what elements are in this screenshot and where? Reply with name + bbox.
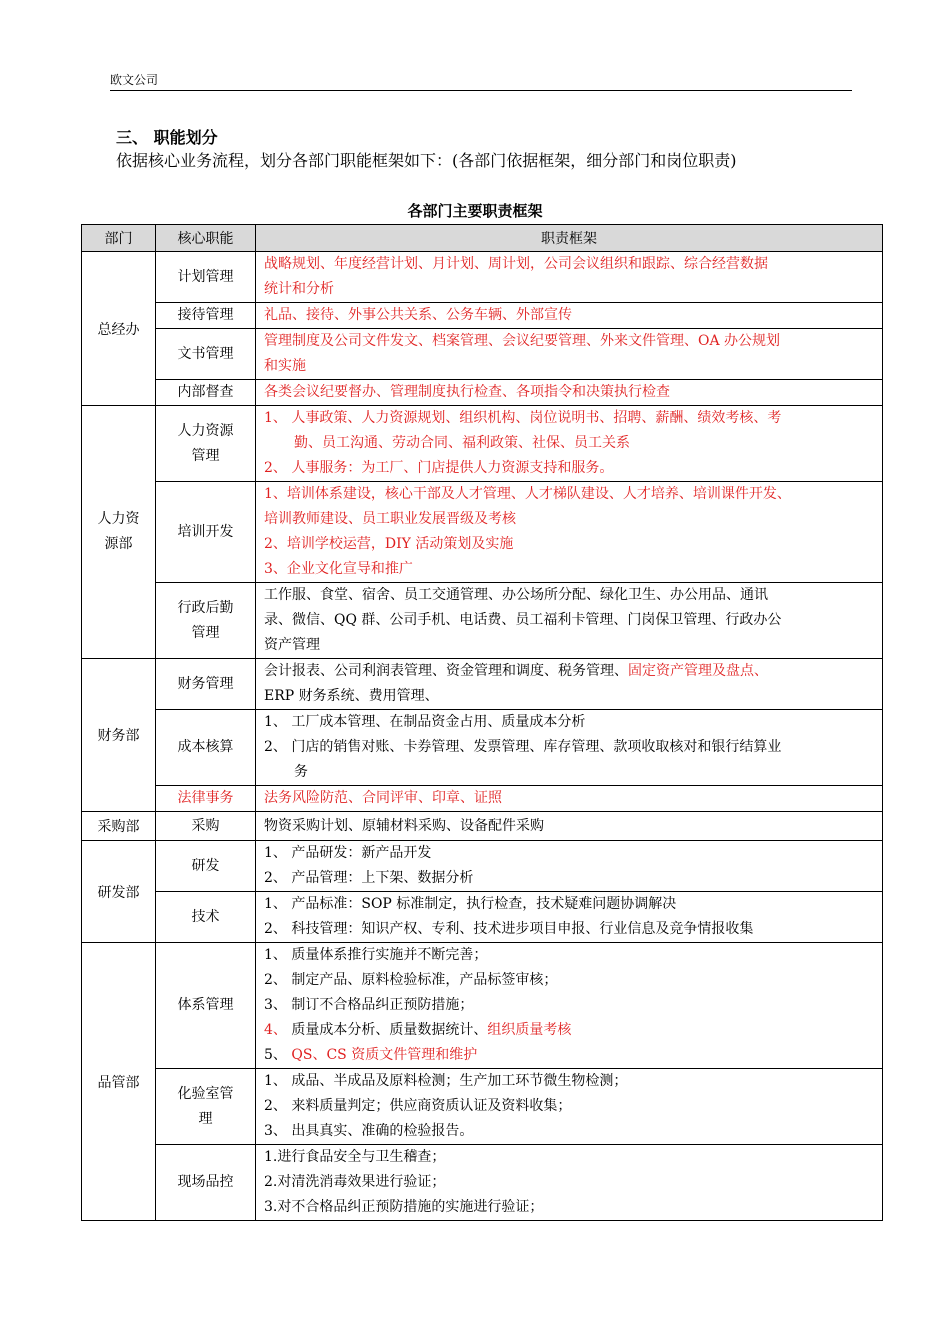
func-cell [156,1069,256,1145]
resp-cell [256,329,883,380]
resp-cell [256,252,883,303]
resp-cell [256,482,883,583]
resp-text-red: QS、CS 资质文件管理和维护 [286,1047,478,1063]
header-func: 核心职能 [156,225,256,252]
table-row [82,892,883,943]
resp-line: 培训教师建设、员工职业发展晋级及考核 [264,511,516,527]
func-cell: 体系管理 [156,943,256,1069]
resp-line: 统计和分析 [264,281,334,297]
resp-cell [256,380,883,406]
resp-line [264,659,882,684]
func-cell: 接待管理 [156,303,256,329]
resp-line: 3、 制订不合格品纠正预防措施； [264,997,474,1013]
dept-label: 总经办 [97,321,140,338]
dept-cell: 采购部 [82,812,156,841]
section-intro: 依据核心业务流程，划分各部门职能框架如下：(各部门依据框架，细分部门和岗位职责) [116,151,737,170]
resp-text-red: 4、 [264,1022,287,1038]
table-row [82,303,883,329]
func-cell: 现场品控 [156,1145,256,1221]
dept-label: 财务部 [97,728,140,744]
dept-cell [82,252,156,406]
resp-line: 1、 质量体系推行实施并不断完善； [264,947,488,963]
resp-line [264,1043,882,1068]
func-label: 行政后勤 [177,599,234,616]
table-row [82,380,883,406]
resp-line [264,1018,882,1043]
func-cell: 财务管理 [156,659,256,710]
func-cell: 法律事务 [156,786,256,812]
table-row [82,841,883,892]
resp-line: 3、企业文化宣导和推广 [264,561,413,577]
func-cell [156,406,256,482]
page-header [110,72,852,91]
table-row [82,583,883,659]
resp-line: 2、 人事服务：为工厂、门店提供人力资源支持和服务。 [264,460,614,476]
resp-cell [256,710,883,786]
resp-line: 1、 人事政策、人力资源规划、组织机构、岗位说明书、招聘、薪酬、绩效考核、考 [264,410,782,426]
resp-cell [256,812,883,841]
table-row [82,1145,883,1221]
header-dept: 部门 [82,225,156,252]
resp-line: 1.进行食品安全与卫生稽查； [264,1149,446,1165]
dept-label: 研发部 [97,884,140,901]
resp-line: 战略规划、年度经营计划、月计划、周计划，公司会议组织和跟踪、综合经营数据 [264,256,768,272]
func-label: 管理 [191,447,220,464]
resp-line: 管理制度及公司文件发文、档案管理、会议纪要管理、外来文件管理、OA 办公规划 [264,333,781,349]
func-cell: 内部督查 [156,380,256,406]
func-label: 化验室管 [177,1085,234,1102]
resp-cell [256,1069,883,1145]
resp-cell [256,786,883,812]
resp-line: 2、 来料质量判定；供应商资质认证及资料收集； [264,1098,572,1114]
func-cell: 研发 [156,841,256,892]
resp-cell [256,943,883,1069]
table-row [82,710,883,786]
table-row [82,1069,883,1145]
resp-line: 录、微信、QQ 群、公司手机、电话费、员工福利卡管理、门岗保卫管理、行政办公 [264,612,782,628]
resp-cell [256,892,883,943]
resp-line: 1、 产品标准：SOP 标准制定，执行检查，技术疑难问题协调解决 [264,896,677,912]
func-cell: 成本核算 [156,710,256,786]
resp-line: 1、 成品、半成品及原料检测；生产加工环节微生物检测； [264,1073,628,1089]
resp-line: 礼品、接待、外事公共关系、公务车辆、外部宣传 [264,307,572,323]
table-row [82,659,883,710]
resp-text: 质量成本分析、质量数据统计、 [286,1022,488,1038]
table-row [82,482,883,583]
resp-text-red: 组织质量考核 [487,1022,572,1038]
table-row [82,329,883,380]
func-label: 管理 [191,624,220,641]
func-label: 人力资源 [177,422,234,439]
resp-cell [256,303,883,329]
resp-line: 各类会议纪要督办、管理制度执行检查、各项指令和决策执行检查 [264,384,670,400]
resp-cell [256,659,883,710]
table-row [82,252,883,303]
resp-line: 1、培训体系建设，核心干部及人才管理、人才梯队建设、人才培养、培训课件开发、 [264,486,791,502]
resp-line: 3.对不合格品纠正预防措施的实施进行验证； [264,1199,544,1215]
resp-line: 2、 门店的销售对账、卡券管理、发票管理、库存管理、款项收取核对和银行结算业 [264,739,782,755]
resp-text-red: 固定资产管理及盘点、 [628,663,768,679]
table-row [82,406,883,482]
resp-line: 2、 科技管理：知识产权、专利、技术进步项目申报、行业信息及竞争情报收集 [264,921,754,937]
resp-line: 1、 产品研发：新产品开发 [264,845,432,861]
dept-cell [82,659,156,812]
dept-label: 源部 [104,536,133,552]
resp-line: 法务风险防范、合同评审、印章、证照 [264,790,502,806]
dept-cell [82,943,156,1221]
resp-line: 2、 制定产品、原料检验标准，产品标签审核； [264,972,558,988]
resp-cell [256,841,883,892]
func-cell: 采购 [156,812,256,841]
resp-text: 会计报表、公司利润表管理、资金管理和调度、税务管理、 [264,663,628,679]
func-cell: 技术 [156,892,256,943]
resp-cell [256,406,883,482]
resp-line: 工作服、食堂、宿舍、员工交通管理、办公场所分配、绿化卫生、办公用品、通讯 [264,587,768,603]
resp-line: 1、 工厂成本管理、在制品资金占用、质量成本分析 [264,714,586,730]
header-resp: 职责框架 [256,225,883,252]
table-row [82,786,883,812]
resp-cell [256,583,883,659]
resp-line: 3、 出具真实、准确的检验报告。 [264,1123,474,1139]
resp-line: 物资采购计划、原辅材料采购、设备配件采购 [264,817,544,834]
func-cell: 文书管理 [156,329,256,380]
dept-cell [82,406,156,659]
func-cell: 培训开发 [156,482,256,583]
resp-line: 2、 产品管理：上下架、数据分析 [264,870,474,886]
table-title: 各部门主要职责框架 [407,202,543,220]
resp-line: ERP 财务系统、费用管理、 [264,688,439,704]
responsibility-table [81,224,883,1221]
table-row [82,943,883,1069]
dept-label: 品管部 [97,1074,140,1091]
dept-label: 人力资 [97,511,140,527]
table-header-row [82,225,883,252]
dept-cell [82,841,156,943]
resp-line: 2、培训学校运营，DIY 活动策划及实施 [264,536,514,552]
resp-text: 5、 [264,1047,287,1063]
func-cell: 计划管理 [156,252,256,303]
resp-line: 勤、员工沟通、劳动合同、福利政策、社保、员工关系 [294,435,630,451]
section-title: 三、 职能划分 [116,128,218,147]
func-cell [156,583,256,659]
resp-line: 2.对清洗消毒效果进行验证； [264,1174,446,1190]
resp-line: 和实施 [264,358,306,374]
table-row [82,812,883,841]
resp-line: 务 [294,764,308,780]
company-name: 欧文公司 [110,73,159,87]
resp-line: 资产管理 [264,637,320,653]
resp-cell [256,1145,883,1221]
func-label: 理 [198,1110,213,1127]
